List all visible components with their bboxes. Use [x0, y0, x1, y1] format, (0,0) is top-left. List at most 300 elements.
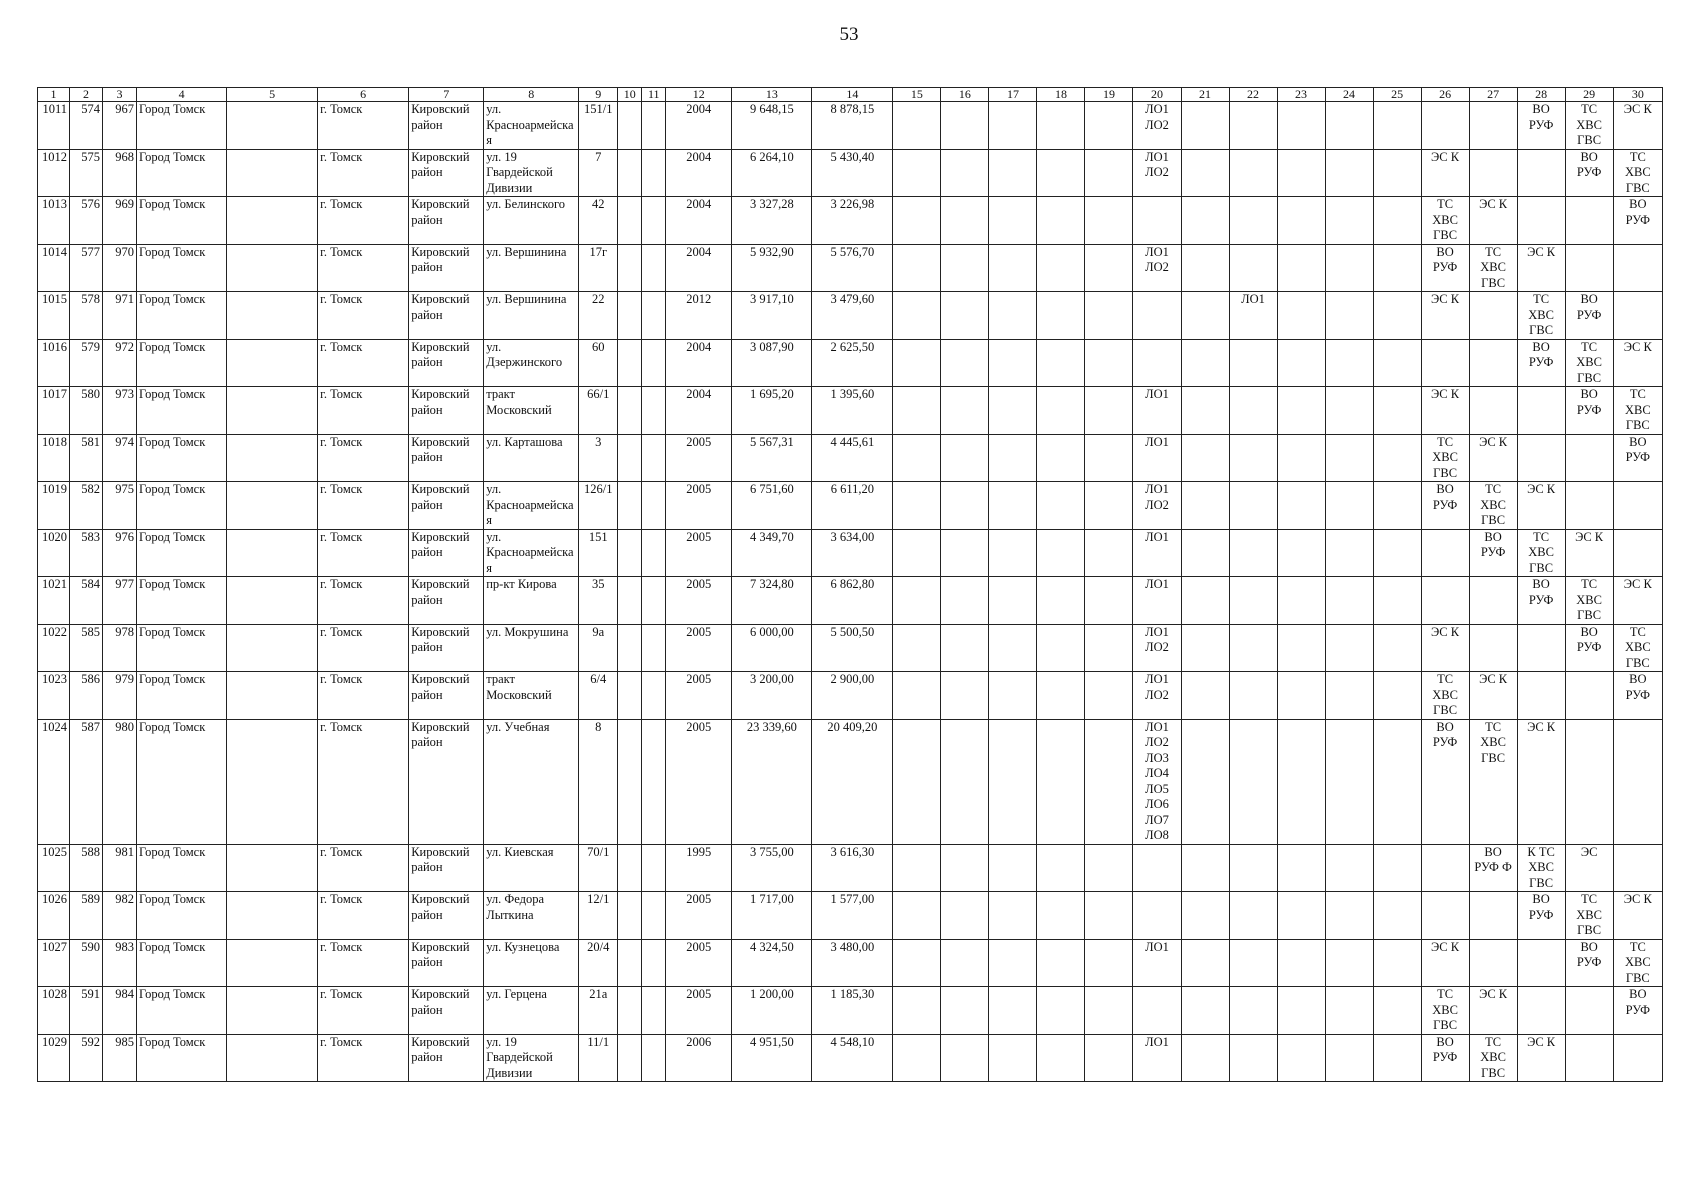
cell-col-15	[893, 339, 941, 387]
cell-col-24	[1325, 1034, 1373, 1082]
cell-line: Кировский	[411, 719, 470, 734]
cell-col-11	[642, 102, 666, 150]
cell-line: ЛО2	[1145, 735, 1169, 749]
cell-line: район	[411, 450, 443, 464]
cell-col-13: 1 717,00	[732, 892, 812, 940]
cell-line: ТС	[1485, 1034, 1502, 1049]
cell-col-14: 1 577,00	[812, 892, 893, 940]
cell-col-9: 8	[579, 719, 618, 844]
cell-col-19	[1085, 624, 1133, 672]
cell-col-23	[1277, 339, 1325, 387]
column-header-21: 21	[1181, 88, 1229, 102]
cell-col-11	[642, 672, 666, 720]
cell-col-11	[642, 292, 666, 340]
cell-col-8	[484, 339, 579, 387]
cell-col-28	[1517, 939, 1565, 987]
cell-col-21	[1181, 844, 1229, 892]
cell-col-24	[1325, 892, 1373, 940]
cell-line: ЛО4	[1145, 766, 1169, 780]
cell-col-4: Город Томск	[137, 244, 227, 292]
cell-line: ВО	[1484, 844, 1502, 859]
cell-col-13: 7 324,80	[732, 577, 812, 625]
cell-col-23	[1277, 577, 1325, 625]
cell-line: РУФ	[1528, 117, 1554, 132]
cell-col-26	[1421, 844, 1469, 892]
column-header-19: 19	[1085, 88, 1133, 102]
cell-col-1: 1026	[38, 892, 70, 940]
cell-col-6: г. Томск	[318, 672, 409, 720]
cell-col-4: Город Томск	[137, 149, 227, 197]
cell-line: РУФ	[1576, 165, 1602, 179]
cell-col-3: 969	[103, 197, 137, 245]
cell-col-16	[941, 672, 989, 720]
cell-col-20	[1133, 719, 1181, 844]
cell-col-5	[227, 197, 318, 245]
cell-col-17	[989, 149, 1037, 197]
cell-col-20	[1133, 149, 1181, 197]
cell-col-10	[618, 387, 642, 435]
cell-col-28	[1517, 987, 1565, 1035]
cell-col-17	[989, 939, 1037, 987]
cell-col-9: 151/1	[579, 102, 618, 150]
cell-col-17	[989, 672, 1037, 720]
cell-col-25	[1373, 482, 1421, 530]
cell-col-14: 3 616,30	[812, 844, 893, 892]
cell-col-21	[1181, 672, 1229, 720]
cell-col-18	[1037, 482, 1085, 530]
cell-col-1: 1028	[38, 987, 70, 1035]
cell-line: район	[411, 497, 443, 512]
cell-col-21	[1181, 529, 1229, 577]
cell-col-23	[1277, 434, 1325, 482]
cell-col-20	[1133, 197, 1181, 245]
cell-line: ЛО1	[1145, 577, 1169, 591]
cell-col-24	[1325, 987, 1373, 1035]
cell-col-26	[1421, 149, 1469, 197]
cell-line: РУФ	[1432, 497, 1458, 512]
cell-line: ЛО2	[1145, 640, 1169, 654]
cell-line: ЛО2	[1145, 260, 1169, 274]
cell-line: Московский	[486, 402, 552, 417]
cell-line: РУФ	[1480, 545, 1506, 559]
cell-line: ЛО3	[1145, 750, 1169, 765]
cell-line: ВО	[1532, 339, 1550, 354]
cell-col-18	[1037, 529, 1085, 577]
cell-line: Красноармейска	[486, 117, 574, 132]
cell-line: Кировский	[411, 672, 470, 686]
cell-line: ТС	[1629, 939, 1646, 954]
cell-col-4: Город Томск	[137, 197, 227, 245]
cell-col-6: г. Томск	[318, 577, 409, 625]
cell-line: ВО	[1580, 624, 1598, 639]
cell-col-7	[409, 197, 484, 245]
cell-col-18	[1037, 149, 1085, 197]
cell-line: ЛО1	[1145, 482, 1169, 496]
cell-col-10	[618, 719, 642, 844]
cell-col-6: г. Томск	[318, 482, 409, 530]
cell-line: Кировский	[411, 292, 470, 306]
cell-line: Дзержинского	[486, 355, 563, 369]
cell-col-19	[1085, 529, 1133, 577]
cell-col-12: 2005	[666, 892, 732, 940]
cell-line: Кировский	[411, 624, 470, 639]
cell-col-16	[941, 197, 989, 245]
cell-col-11	[642, 197, 666, 245]
cell-line: ТС	[1581, 339, 1598, 354]
cell-line: ул. Вершинина	[486, 292, 567, 306]
cell-line: тракт	[486, 672, 516, 686]
cell-line: ул. Учебная	[486, 719, 550, 734]
table-row	[38, 244, 1663, 292]
cell-col-11	[642, 339, 666, 387]
cell-line: РУФ	[1625, 212, 1651, 227]
table-row	[38, 482, 1663, 530]
cell-line: Кировский	[411, 197, 470, 211]
cell-col-26	[1421, 577, 1469, 625]
cell-line: ХВС	[1480, 260, 1506, 274]
cell-line: ЛО2	[1145, 687, 1169, 702]
cell-col-8	[484, 987, 579, 1035]
cell-col-14: 20 409,20	[812, 719, 893, 844]
cell-col-6: г. Томск	[318, 339, 409, 387]
cell-col-15	[893, 292, 941, 340]
cell-col-10	[618, 987, 642, 1035]
column-header-20: 20	[1133, 88, 1181, 102]
cell-col-21	[1181, 102, 1229, 150]
cell-line: район	[411, 640, 443, 654]
column-header-28: 28	[1517, 88, 1565, 102]
cell-col-23	[1277, 102, 1325, 150]
column-header-15: 15	[893, 88, 941, 102]
cell-col-7	[409, 529, 484, 577]
cell-line: ТС	[1629, 387, 1646, 401]
cell-col-2: 590	[70, 939, 103, 987]
cell-col-21	[1181, 892, 1229, 940]
cell-col-2: 585	[70, 624, 103, 672]
cell-col-8	[484, 482, 579, 530]
table-row	[38, 844, 1663, 892]
cell-line: РУФ	[1576, 307, 1602, 322]
cell-col-21	[1181, 939, 1229, 987]
cell-line: К ТС	[1527, 844, 1555, 859]
cell-line: ЭС К	[1527, 719, 1556, 734]
cell-col-18	[1037, 987, 1085, 1035]
cell-col-4: Город Томск	[137, 577, 227, 625]
cell-col-21	[1181, 987, 1229, 1035]
cell-line: ГВС	[1481, 750, 1506, 765]
cell-col-28	[1517, 244, 1565, 292]
cell-col-24	[1325, 387, 1373, 435]
cell-col-10	[618, 577, 642, 625]
cell-line: Кировский	[411, 244, 470, 259]
cell-col-3: 979	[103, 672, 137, 720]
cell-line: тракт	[486, 387, 516, 401]
cell-line: РУФ	[1576, 640, 1602, 654]
column-header-24: 24	[1325, 88, 1373, 102]
cell-line: район	[411, 592, 443, 607]
cell-col-15	[893, 149, 941, 197]
cell-col-3: 972	[103, 339, 137, 387]
cell-col-2: 583	[70, 529, 103, 577]
cell-col-28	[1517, 339, 1565, 387]
cell-col-6: г. Томск	[318, 719, 409, 844]
cell-col-7	[409, 1034, 484, 1082]
cell-col-8	[484, 292, 579, 340]
cell-col-29	[1565, 292, 1613, 340]
column-header-26: 26	[1421, 88, 1469, 102]
cell-col-27	[1469, 197, 1517, 245]
cell-line: ХВС	[1528, 307, 1554, 322]
cell-col-29	[1565, 529, 1613, 577]
cell-col-5	[227, 1034, 318, 1082]
cell-col-16	[941, 102, 989, 150]
cell-col-17	[989, 1034, 1037, 1082]
cell-col-26	[1421, 339, 1469, 387]
cell-col-9: 17г	[579, 244, 618, 292]
cell-col-27	[1469, 672, 1517, 720]
cell-col-13: 3 755,00	[732, 844, 812, 892]
cell-col-18	[1037, 892, 1085, 940]
cell-col-3: 968	[103, 149, 137, 197]
cell-col-3: 981	[103, 844, 137, 892]
cell-line: ЛО7	[1145, 812, 1169, 827]
cell-col-18	[1037, 624, 1085, 672]
cell-col-13: 4 951,50	[732, 1034, 812, 1082]
cell-col-5	[227, 892, 318, 940]
cell-col-23	[1277, 529, 1325, 577]
cell-col-27	[1469, 482, 1517, 530]
cell-line: Лыткина	[486, 907, 534, 922]
cell-col-14: 3 480,00	[812, 939, 893, 987]
cell-col-2: 584	[70, 577, 103, 625]
cell-col-19	[1085, 149, 1133, 197]
cell-col-12: 2006	[666, 1034, 732, 1082]
cell-col-13: 4 324,50	[732, 939, 812, 987]
cell-col-22	[1229, 339, 1277, 387]
cell-col-6: г. Томск	[318, 624, 409, 672]
cell-col-6: г. Томск	[318, 244, 409, 292]
cell-line: РУФ	[1576, 955, 1602, 969]
cell-col-22	[1229, 197, 1277, 245]
cell-line: ЭС К	[1431, 939, 1460, 954]
column-header-13: 13	[732, 88, 812, 102]
cell-col-16	[941, 149, 989, 197]
cell-col-5	[227, 529, 318, 577]
cell-col-24	[1325, 197, 1373, 245]
cell-col-22	[1229, 244, 1277, 292]
cell-col-15	[893, 482, 941, 530]
cell-col-29	[1565, 892, 1613, 940]
cell-line: ЛО1	[1145, 624, 1169, 639]
cell-col-6: г. Томск	[318, 149, 409, 197]
column-header-16: 16	[941, 88, 989, 102]
cell-col-22	[1229, 844, 1277, 892]
cell-line: ЛО2	[1145, 497, 1169, 512]
cell-col-1: 1022	[38, 624, 70, 672]
cell-col-9: 22	[579, 292, 618, 340]
cell-line: ТС	[1437, 434, 1454, 449]
cell-col-30	[1613, 844, 1662, 892]
cell-col-14: 3 226,98	[812, 197, 893, 245]
cell-col-13: 6 264,10	[732, 149, 812, 197]
cell-col-14: 4 445,61	[812, 434, 893, 482]
cell-col-16	[941, 719, 989, 844]
cell-col-19	[1085, 672, 1133, 720]
cell-col-11	[642, 529, 666, 577]
cell-col-7	[409, 939, 484, 987]
cell-col-20	[1133, 892, 1181, 940]
cell-line: Кировский	[411, 482, 470, 496]
cell-col-5	[227, 434, 318, 482]
cell-col-15	[893, 244, 941, 292]
table-body	[38, 102, 1663, 1082]
cell-line: ул. 19	[486, 149, 517, 164]
cell-col-1: 1021	[38, 577, 70, 625]
cell-col-28	[1517, 149, 1565, 197]
cell-col-15	[893, 844, 941, 892]
cell-line: ЭС К	[1431, 624, 1460, 639]
cell-col-29	[1565, 1034, 1613, 1082]
cell-col-13: 1 200,00	[732, 987, 812, 1035]
cell-col-26	[1421, 939, 1469, 987]
cell-col-19	[1085, 292, 1133, 340]
cell-line: ХВС	[1528, 545, 1554, 559]
cell-col-21	[1181, 434, 1229, 482]
cell-col-27	[1469, 987, 1517, 1035]
cell-col-4: Город Томск	[137, 987, 227, 1035]
cell-col-16	[941, 292, 989, 340]
cell-col-29	[1565, 102, 1613, 150]
cell-col-2: 577	[70, 244, 103, 292]
cell-col-30	[1613, 434, 1662, 482]
cell-col-5	[227, 149, 318, 197]
cell-col-23	[1277, 197, 1325, 245]
cell-line: район	[411, 355, 443, 369]
table-row	[38, 149, 1663, 197]
cell-line: Кировский	[411, 102, 470, 116]
cell-col-23	[1277, 719, 1325, 844]
cell-col-2: 586	[70, 672, 103, 720]
cell-col-2: 592	[70, 1034, 103, 1082]
cell-col-3: 974	[103, 434, 137, 482]
cell-col-29	[1565, 339, 1613, 387]
cell-col-25	[1373, 719, 1421, 844]
housing-register-table	[37, 87, 1663, 1082]
cell-col-1: 1019	[38, 482, 70, 530]
table-row	[38, 672, 1663, 720]
cell-line: ТС	[1533, 292, 1550, 306]
cell-col-18	[1037, 672, 1085, 720]
cell-col-27	[1469, 624, 1517, 672]
cell-col-27	[1469, 939, 1517, 987]
cell-col-9: 70/1	[579, 844, 618, 892]
cell-col-2: 580	[70, 387, 103, 435]
cell-col-7	[409, 892, 484, 940]
cell-col-25	[1373, 102, 1421, 150]
cell-col-22	[1229, 987, 1277, 1035]
cell-col-20	[1133, 624, 1181, 672]
cell-col-7	[409, 672, 484, 720]
cell-line: район	[411, 1002, 443, 1017]
cell-col-15	[893, 624, 941, 672]
cell-col-26	[1421, 482, 1469, 530]
cell-col-19	[1085, 987, 1133, 1035]
cell-line: ЛО1	[1145, 939, 1169, 954]
cell-col-19	[1085, 244, 1133, 292]
cell-col-14: 3 479,60	[812, 292, 893, 340]
cell-col-16	[941, 387, 989, 435]
cell-col-17	[989, 529, 1037, 577]
cell-line: ХВС	[1624, 165, 1651, 179]
cell-col-8	[484, 197, 579, 245]
cell-line: ВО	[1484, 529, 1502, 544]
cell-col-30	[1613, 292, 1662, 340]
cell-col-22	[1229, 102, 1277, 150]
cell-col-25	[1373, 434, 1421, 482]
cell-col-26	[1421, 197, 1469, 245]
cell-col-8	[484, 672, 579, 720]
cell-col-22	[1229, 672, 1277, 720]
cell-col-29	[1565, 387, 1613, 435]
cell-col-7	[409, 292, 484, 340]
cell-col-8	[484, 149, 579, 197]
cell-line: Кировский	[411, 529, 470, 544]
cell-line: ЛО1	[1145, 387, 1169, 401]
cell-col-14: 1 395,60	[812, 387, 893, 435]
cell-col-4: Город Томск	[137, 529, 227, 577]
cell-col-2: 575	[70, 149, 103, 197]
cell-line: Гвардейской	[486, 1050, 553, 1064]
cell-col-4: Город Томск	[137, 339, 227, 387]
cell-line: пр-кт Кирова	[486, 577, 557, 591]
cell-line: я	[486, 560, 492, 575]
cell-line: Красноармейска	[486, 497, 574, 512]
cell-col-30	[1613, 1034, 1662, 1082]
cell-line: ЭС К	[1479, 987, 1508, 1001]
cell-col-12: 2005	[666, 434, 732, 482]
cell-line: ГВС	[1577, 608, 1602, 622]
cell-col-12: 2005	[666, 624, 732, 672]
cell-col-4: Город Томск	[137, 719, 227, 844]
cell-line: ЛО5	[1145, 781, 1169, 796]
cell-col-27	[1469, 892, 1517, 940]
cell-col-12: 2005	[666, 939, 732, 987]
cell-line: Кировский	[411, 939, 470, 954]
cell-col-7	[409, 387, 484, 435]
cell-line: ХВС	[1576, 117, 1602, 132]
cell-col-5	[227, 719, 318, 844]
cell-col-21	[1181, 387, 1229, 435]
cell-col-6: г. Томск	[318, 197, 409, 245]
cell-col-23	[1277, 292, 1325, 340]
cell-line: ВО	[1629, 987, 1647, 1001]
cell-col-30	[1613, 339, 1662, 387]
table-row	[38, 197, 1663, 245]
cell-col-26	[1421, 624, 1469, 672]
cell-col-10	[618, 672, 642, 720]
cell-col-13: 5 567,31	[732, 434, 812, 482]
cell-line: район	[411, 955, 443, 969]
cell-col-20	[1133, 387, 1181, 435]
column-header-14: 14	[812, 88, 893, 102]
cell-line: ГВС	[1625, 180, 1650, 195]
cell-line: ЭС К	[1527, 244, 1556, 259]
cell-col-6: г. Томск	[318, 1034, 409, 1082]
cell-col-23	[1277, 844, 1325, 892]
cell-col-26	[1421, 529, 1469, 577]
cell-col-24	[1325, 102, 1373, 150]
cell-col-22	[1229, 149, 1277, 197]
